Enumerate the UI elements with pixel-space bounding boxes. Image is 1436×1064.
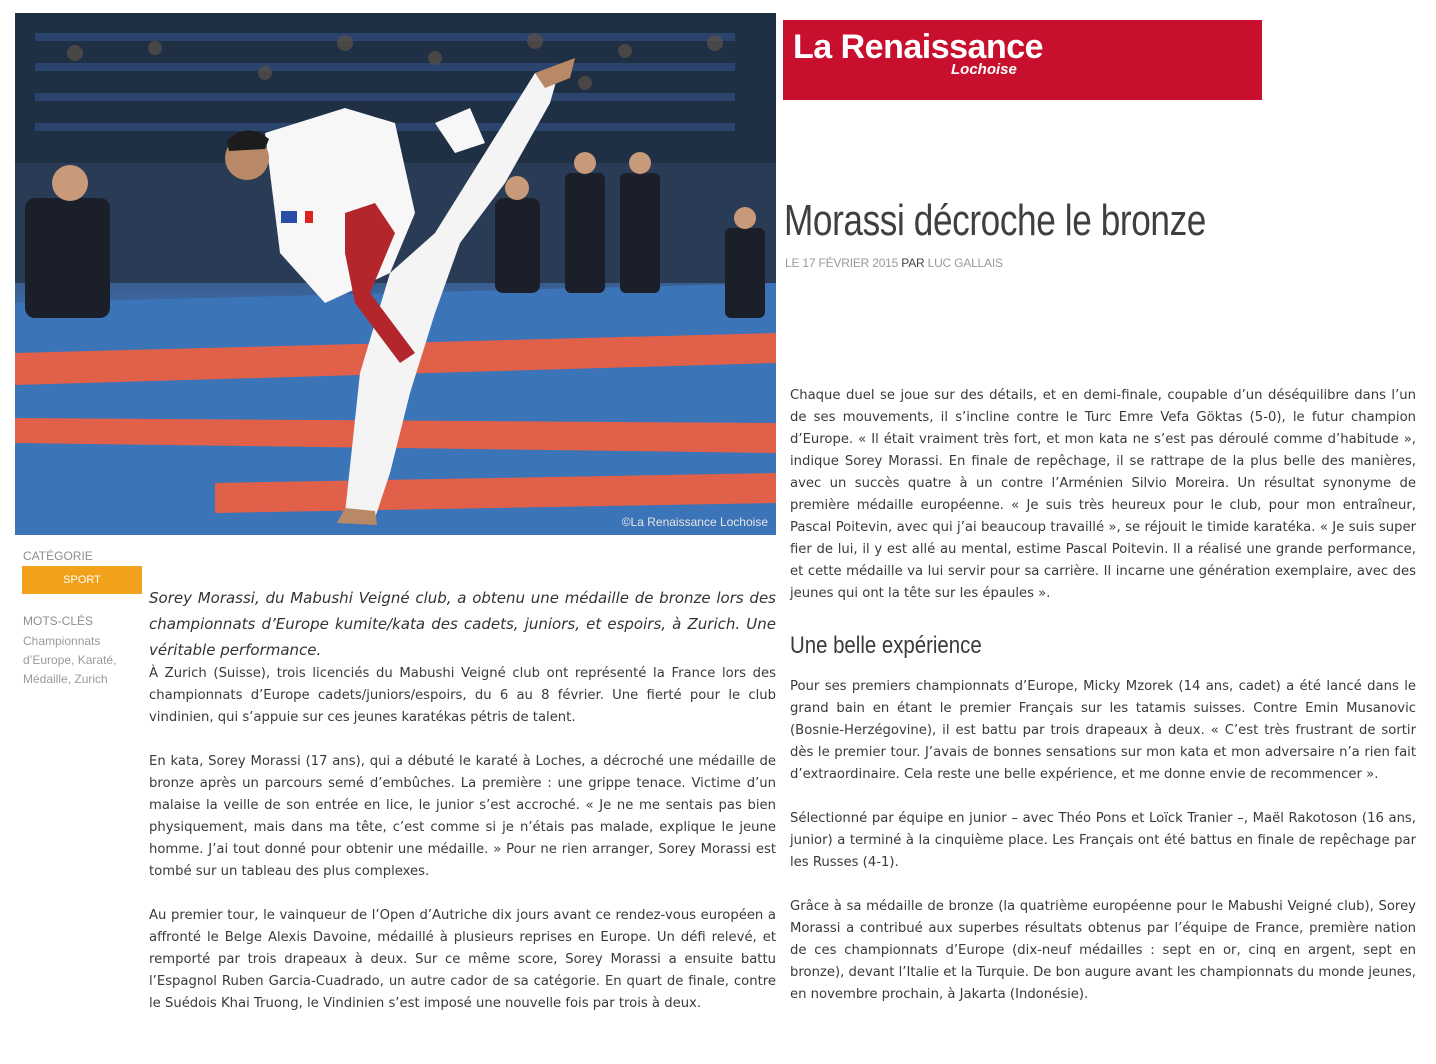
article-body-right-top — [790, 385, 1416, 605]
logo-subtitle: Lochoise — [951, 61, 1017, 78]
body-paragraph: Pour ses premiers championnats d’Europe, Micky Mzorek (14 ans, cadet) a été lancé dans le grand bain en étant le premier Français sur les tatamis suisses. Contre Emin Musanovic (Bosnie-Herzégovine), il est battu par trois drapeaux à deux. « C’est très frustrant de sortir dès le premier tour. J’avais de bonnes sensations sur mon kata et mon adversaire n’a rien fait d’extraordinaire. Cela reste une belle expérience, et me donne envie de recommencer ». — [790, 679, 1416, 782]
article-body-left — [149, 663, 776, 1015]
tags-list: Championnats d’Europe, Karaté, Médaille, Zurich — [23, 634, 117, 686]
karate-photo-illustration — [15, 13, 776, 535]
article-lede: Sorey Morassi, du Mabushi Veigné club, a obtenu une médaille de bronze lors des championnats d’Europe kumite/kata des cadets, juniors, et espoirs, à Zurich. Une véritable performance. — [149, 589, 776, 659]
body-paragraph: Chaque duel se joue sur des détails, et en demi-finale, coupable d’un déséquilibre dans l’un de ses mouvements, il s’incline contre le Turc Emre Vefa Göktas (5-0), le futur champion d’Europe. « Il était vraiment très fort, et mon kata ne s’est pas déroulé comme d’habitude », indique Sorey Morassi. En finale de repêchage, il se rattrape de la plus belle des manières, avec un succès quatre à un contre l’Arménien Silvio Moreira. Un résultat synonyme de première médaille européenne. « Je suis très heureux pour le club, pour mon entraîneur, Pascal Poitevin, avec qui j’ai beaucoup travaillé », se réjouit le timide karatéka. « Je suis super fier de lui, il y est allé au mental, estime Pascal Poitevin. Il a réalisé une grande performance, et cette médaille va lui servir pour sa carrière. Il incarne une génération exemplaire, avec des jeunes qui ont la tête sur les épaules ». — [790, 388, 1416, 601]
body-paragraph: À Zurich (Suisse), trois licenciés du Mabushi Veigné club ont représenté la France lors des championnats d’Europe cadets/juniors/espoirs, du 6 au 8 février. Une fierté pour le club vindinien, qui s’appuie sur ces jeunes karatékas pétris de talent. — [149, 666, 776, 725]
byline — [785, 256, 1003, 270]
tag-link[interactable]: Karaté — [77, 653, 114, 667]
photo-credit: ©La Renaissance Lochoise — [621, 515, 768, 529]
tag-link[interactable]: Championnats d’Europe — [23, 634, 101, 667]
byline-par: PAR — [901, 256, 925, 270]
publication-logo[interactable] — [783, 20, 1262, 100]
byline-date: LE 17 FÉVRIER 2015 — [785, 256, 899, 270]
body-paragraph: En kata, Sorey Morassi (17 ans), qui a débuté le karaté à Loches, a décroché une médaille de bronze après un parcours semé d’embûches. La première : une grippe tenace. Victime d’un malaise la veille de son entrée en lice, le junior s’est accroché. « Je ne me sentais pas bien physiquement, mais dans ma tête, c’est comme si je n’étais pas malade, explique le jeune homme. J’ai tout donné pour obtenir une médaille. » Pour ne rien arranger, Sorey Morassi est tombé sur un tableau des plus complexes. — [149, 754, 776, 879]
tag-link[interactable]: Zurich — [74, 672, 108, 686]
article-photo — [15, 13, 776, 535]
article-body-right-bottom — [790, 676, 1416, 1006]
article-title: Morassi décroche le bronze — [784, 196, 1206, 245]
category-label: CATÉGORIE — [23, 549, 93, 563]
logo-name: La Renaissance — [793, 28, 1044, 66]
tags-label: MOTS-CLÉS — [23, 614, 94, 628]
body-paragraph: Grâce à sa médaille de bronze (la quatrième européenne pour le Mabushi Veigné club), Sorey Morassi a contribué aux superbes résultats obtenus par l’équipe de France, première nation de ces championnats d’Europe (dix-neuf médailles : sept en or, cinq en argent, sept en bronze), devant l’Italie et la Turquie. De bon augure avant les championnats du monde jeunes, en novembre prochain, à Jakarta (Indonésie). — [790, 899, 1416, 1002]
byline-author[interactable]: LUC GALLAIS — [927, 256, 1003, 270]
article-subheading: Une belle expérience — [790, 632, 982, 659]
category-badge-sport[interactable]: SPORT — [22, 566, 142, 594]
tag-link[interactable]: Médaille — [23, 672, 68, 686]
body-paragraph: Au premier tour, le vainqueur de l’Open d’Autriche dix jours avant ce rendez-vous européen a affronté le Belge Alexis Davoine, médaillé à plusieurs reprises en Europe. Un défi relevé, et remporté par trois drapeaux à deux. Sur ce même score, Sorey Morassi a ensuite battu l’Espagnol Ruben Garcia-Cuadrado, un autre cador de sa catégorie. En quart de finale, contre le Suédois Khai Truong, le Vindinien s’est imposé une nouvelle fois par trois à deux. — [149, 908, 776, 1011]
body-paragraph: Sélectionné par équipe en junior – avec Théo Pons et Loïck Tranier –, Maël Rakotoson (16 ans, junior) a terminé à la cinquième place. Les Français ont été battus en finale de repêchage par les Russes (4-1). — [790, 811, 1416, 870]
